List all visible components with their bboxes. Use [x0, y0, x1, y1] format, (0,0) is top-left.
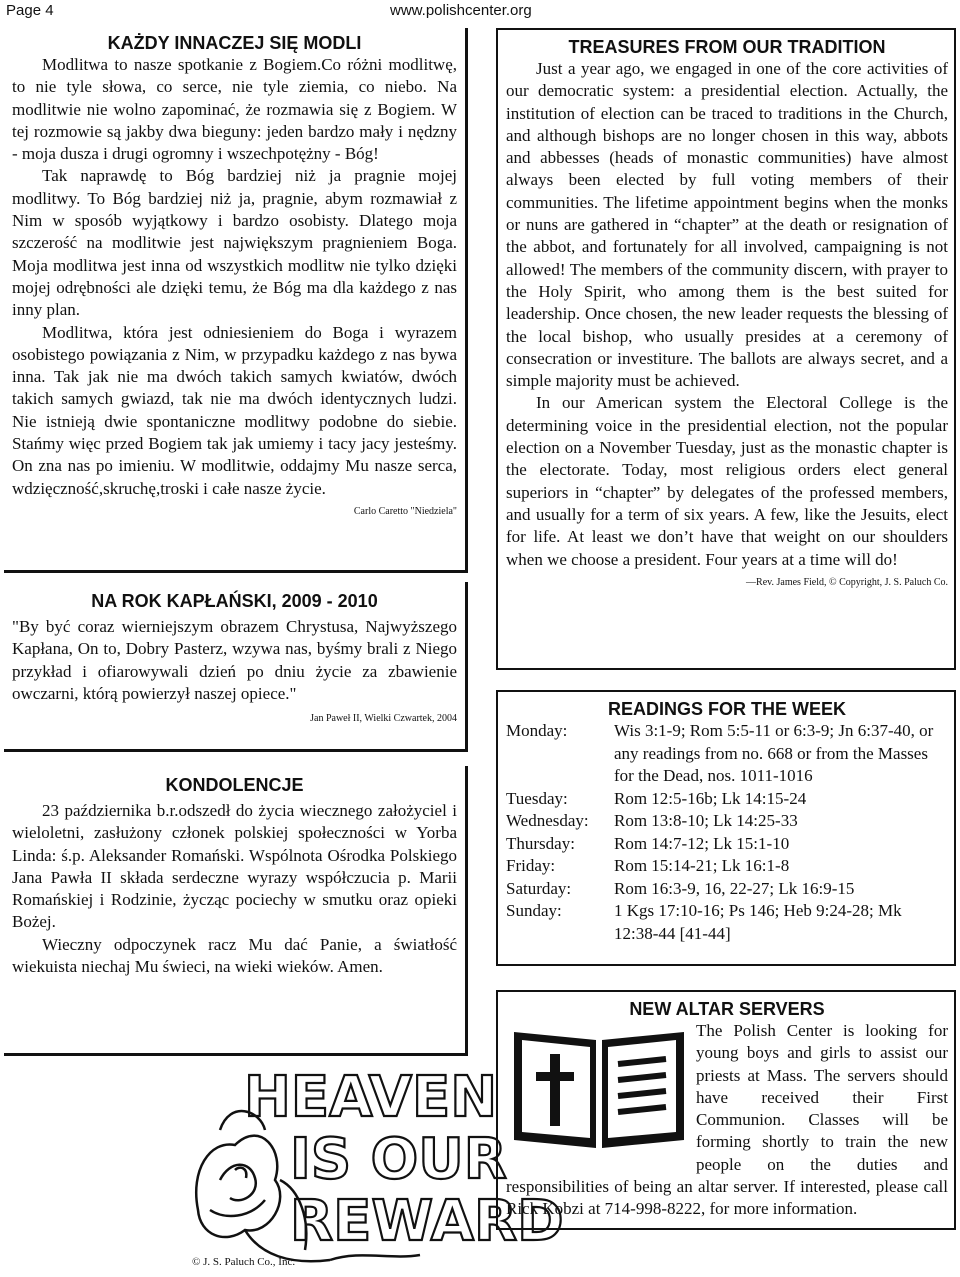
prayer-article [4, 28, 468, 573]
prayer-paragraph-2: Tak naprawdę to Bóg bardziej niż ja pragnie mojej modlitwy. To Bóg bardziej niż ja, pragnie, abym rozmawiał z Nim w sposób wyjątkowy i bardzo osobisty. Dlatego moja szczerość na modlitwie jest największym pragnieniem Boga. Moja modlitwa jest inna od wszystkich modlitw nie tylko dzięki mojej odrębności ale dzięki temu, że Bóg ma dla każdego z nas inny plan. [12, 166, 457, 320]
reading-day: Saturday: [506, 878, 572, 898]
readings-table [506, 720, 948, 945]
reading-day: Monday: [506, 721, 568, 740]
readings-title: READINGS FOR THE WEEK [607, 699, 846, 719]
readings-box [496, 690, 956, 966]
altar-servers-box [496, 990, 956, 1230]
reading-row [506, 878, 948, 901]
heaven-rose-illustration [190, 1060, 564, 1270]
reading-citation: Rom 15:14-21; Lk 16:1-8 [614, 856, 790, 875]
reading-day: Thursday: [506, 833, 575, 853]
prayer-article-body [12, 54, 457, 500]
priest-year-quote: "By być coraz wierniejszym obrazem Chrystusa, Najwyższego Kapłana, On to, Dobry Pasterz, wzywa nas, byśmy brali z Niego przykład i ofiarowywali dzień po dniu życie za zbawienie owczarni, którą powierzył naszej opiece." [12, 617, 457, 703]
condolences-title: KONDOLENCJE [165, 775, 304, 795]
reading-citation: Rom 12:5-16b; Lk 14:15-24 [614, 788, 807, 808]
altar-servers-title: NEW ALTAR SERVERS [629, 999, 825, 1019]
altar-servers-text: The Polish Center is looking for young boys and girls to assist our priests at Mass. The servers should have received their First Communion. Classes will be forming shortly to train the new people on the duties and responsibilities of being an altar server. If interested, please call Rick Kobzi at 714-998-8222, for more information. [506, 1021, 948, 1219]
reading-row [506, 788, 948, 811]
heaven-copyright: © J. S. Paluch Co., Inc. [192, 1256, 296, 1268]
reading-citation: Rom 14:7-12; Lk 15:1-10 [614, 833, 790, 853]
heaven-word-3: REWARD [290, 1189, 564, 1254]
reading-citation: Rom 13:8-10; Lk 14:25-33 [614, 811, 798, 830]
priest-year-title: NA ROK KAPŁAŃSKI, 2009 - 2010 [91, 591, 378, 611]
treasures-credit: —Rev. James Field, © Copyright, J. S. Paluch Co. [746, 576, 948, 588]
treasures-paragraph-1: Just a year ago, we engaged in one of the core activities of our democratic system: a presidential election. Actually, the institution of election can be traced to traditions in the Church, and although bishops are no longer chosen in this way, abbots and abbesses (heads of monastic communities) have almost always been elected by full voting members of their communities. The lifetime appointment begins when the monks or nuns are gathered in “chapter” at the death or resignation of the abbot, and fortunately for all involved, campaigning is not allowed! The members of the community discern, with prayer to the Holy Spirit, who among them is the best suited for leadership. Once chosen, the new leader requests the blessing of the local bishop, who usually presides at a ceremony of consecration or investiture. The ballots are always secret, and a simple majority must be achieved. [506, 59, 948, 391]
reading-citation: 1 Kgs 17:10-16; Ps 146; Heb 9:24-28; Mk 12:38-44 [41-44] [614, 901, 902, 943]
reading-day: Friday: [506, 856, 556, 875]
reading-row [506, 855, 948, 878]
priest-year-box [4, 582, 468, 752]
page-number: Page 4 [6, 2, 54, 19]
reading-row [506, 810, 948, 833]
reading-day: Tuesday: [506, 788, 568, 808]
prayer-credit: Carlo Caretto "Niedziela" [353, 505, 457, 517]
reading-row [506, 833, 948, 856]
bible-cross-icon [510, 1022, 688, 1152]
condolences-paragraph-2: Wieczny odpoczynek racz Mu dać Panie, a światłość wiekuista niechaj Mu świeci, na wieki wieków. Amen. [12, 934, 457, 977]
site-url: www.polishcenter.org [390, 2, 532, 19]
reading-row [506, 900, 948, 945]
treasures-title: TREASURES FROM OUR TRADITION [568, 37, 886, 57]
treasures-article [496, 28, 956, 670]
condolences-paragraph-1: 23 października b.r.odszedł do życia wiecznego założyciel i wieloletni, zasłużony członek polskiej społeczności w Yorba Linda: ś.p. Aleksander Romański. Wspólnota Ośrodka Polskiego Jana Pawła II składa serdeczne wyrazy współczucia p. Marii Romańskiej i Rodzinie, życząc pociechy w smutku oraz opieki Bożej. [12, 801, 457, 932]
reading-citation: Wis 3:1-9; Rom 5:5-11 or 6:3-9; Jn 6:37-40, or any readings from no. 668 or from the Masses for the Dead, nos. 1011-1016 [614, 721, 934, 785]
reading-day: Wednesday: [506, 811, 589, 830]
prayer-article-title: KAŻDY INNACZEJ SIĘ MODLI [107, 33, 362, 53]
treasures-paragraph-2: In our American system the Electoral College is the determining voice in the presidential election, not the popular election on a November Tuesday, just as the monastic chapter is the electorate. Today, most religious orders elect general superiors in “chapter” by delegates of the professed members, and usually for a term of six years. A few, like the Jesuits, elect for life. At least we don’t have that weight on our shoulders when we choose a president. Four years at a time will do! [506, 393, 948, 569]
prayer-paragraph-3: Modlitwa, która jest odniesieniem do Boga i wyrazem osobistego powiązania z Nim, w przypadku każdego z nas bywa inna. Tak jak nie ma dwóch takich samych kwiatów, dwóch takich samych gwiazd, tak nie ma dwóch identycznych ludzi. Nie istnieją dwie spontaniczne modlitwy podobne do siebie. Stańmy więc przed Bogiem tak jak umiemy i tacy jacy jesteśmy. On zna nas po imieniu. W modlitwie, oddajmy Mu nasze serca, wdzięczność,skruchę,troski i całe nasze życie. [12, 322, 457, 498]
heaven-word-1: HEAVEN [244, 1065, 498, 1130]
prayer-paragraph-1: Modlitwa to nasze spotkanie z Bogiem.Co różni modlitwę, to nie tyle słowa, co serce, nie tyle ziemia, co niebo. Na modlitwie nie wolno zapominać, że rozmawia się z Bogiem. W tej rozmowie są jakby dwa bieguny: jeden bardzo mały i nędzny - moja dusza i drugi ogromny i wszechpotężny - Bóg! [12, 55, 457, 164]
reading-day: Sunday: [506, 901, 562, 920]
heaven-word-2: IS OUR [290, 1127, 507, 1192]
condolences-box [4, 766, 468, 1056]
reading-row [506, 720, 948, 788]
priest-year-credit: Jan Paweł II, Wielki Czwartek, 2004 [310, 713, 457, 725]
reading-citation: Rom 16:3-9, 16, 22-27; Lk 16:9-15 [614, 878, 855, 898]
